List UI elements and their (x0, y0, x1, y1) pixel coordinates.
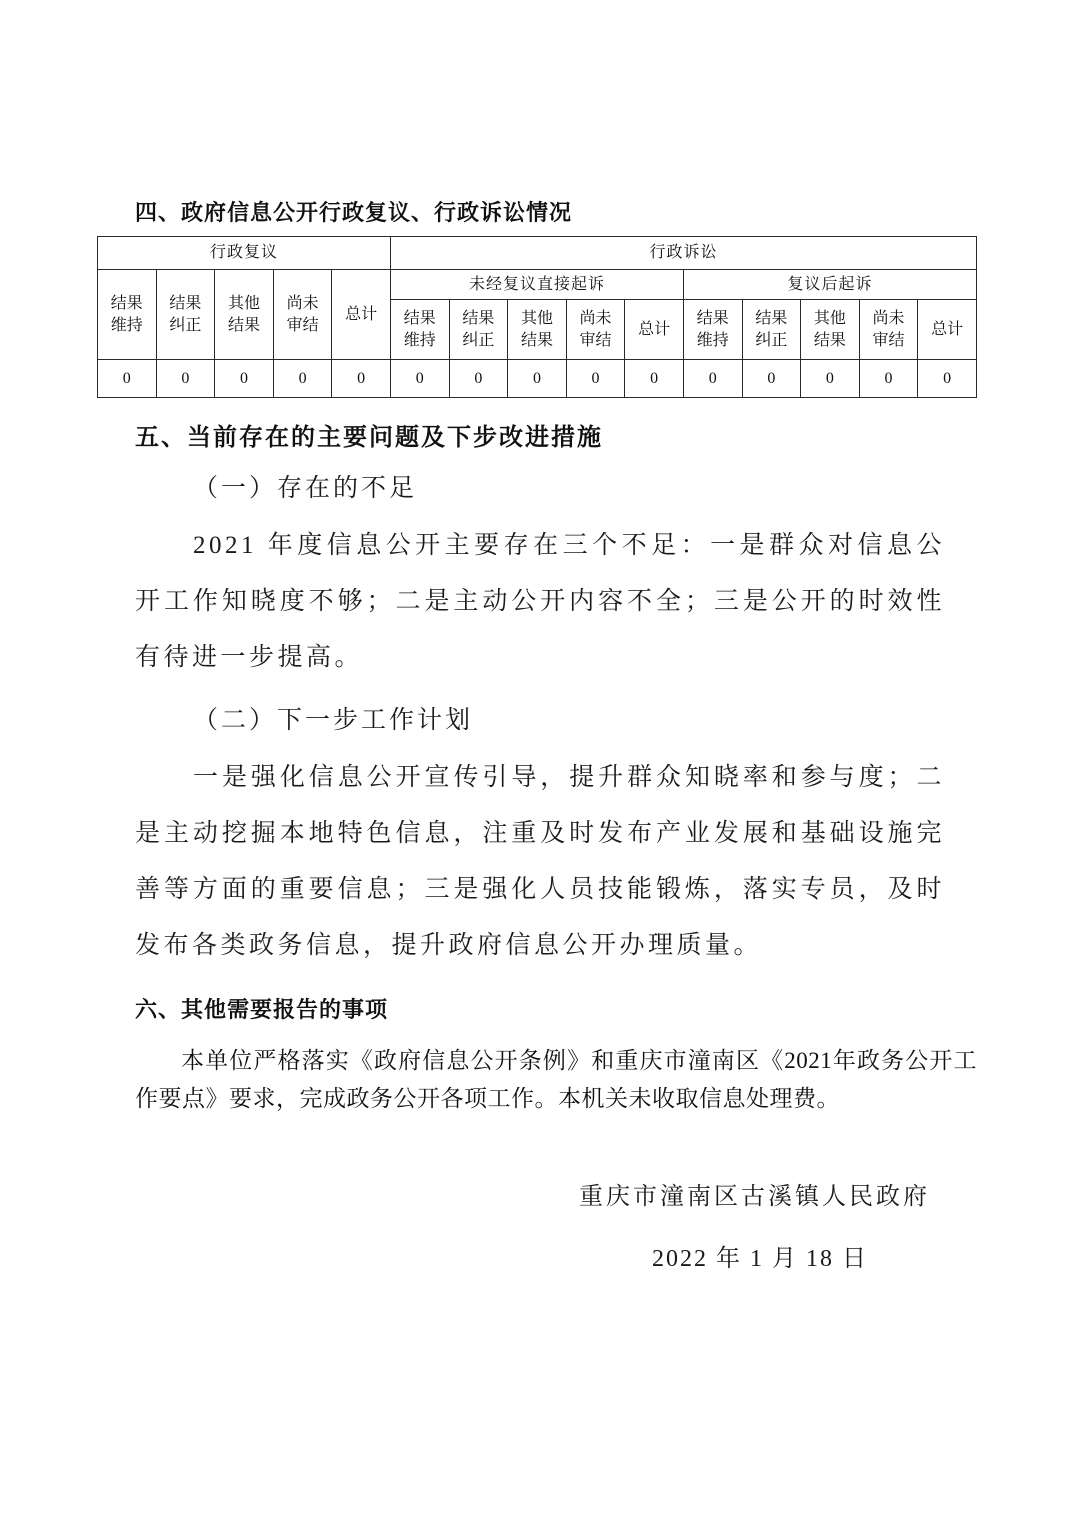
col-header-other-result: 其他结果 (508, 300, 567, 360)
table-value: 0 (332, 360, 391, 398)
group-header-administrative-litigation: 行政诉讼 (390, 237, 976, 270)
table-value: 0 (566, 360, 625, 398)
col-header-total: 总计 (625, 300, 684, 360)
section-5-paragraph-2: 一是强化信息公开宣传引导，提升群众知晓率和参与度；二是主动挖掘本地特色信息，注重及时发布产业发展和基础设施完善等方面的重要信息；三是强化人员技能锻炼，落实专员，及时发布各类政务信息，提升政府信息公开办理质量。 (135, 764, 945, 959)
section-5-heading: 五、当前存在的主要问题及下步改进措施 (135, 425, 603, 451)
table-value-row (98, 360, 977, 398)
group-header-administrative-review: 行政复议 (98, 237, 391, 270)
section-6-paragraph: 本单位严格落实《政府信息公开条例》和重庆市潼南区《2021年政务公开工作要点》要求，完成政务公开各项工作。本机关未收取信息处理费。 (135, 1048, 977, 1111)
subgroup-header-lawsuit-after-review: 复议后起诉 (683, 270, 976, 300)
section-5-subheading-1: （一）存在的不足 (193, 475, 418, 502)
table-value: 0 (508, 360, 567, 398)
section-5-paragraph-1: 2021 年度信息公开主要存在三个不足：一是群众对信息公开工作知晓度不够；二是主动公开内容不全；三是公开的时效性有待进一步提高。 (135, 532, 945, 671)
col-header-total: 总计 (918, 300, 977, 360)
col-header-result-corrected: 结果纠正 (449, 300, 508, 360)
col-header-result-upheld: 结果维持 (390, 300, 449, 360)
table-value: 0 (801, 360, 860, 398)
table-group-row (98, 237, 977, 270)
section-5-subheading-2: （二）下一步工作计划 (193, 707, 474, 734)
table-value: 0 (625, 360, 684, 398)
table-value: 0 (273, 360, 332, 398)
signature-organization: 重庆市潼南区古溪镇人民政府 (579, 1184, 930, 1210)
admin-review-litigation-table (97, 236, 977, 398)
table-value: 0 (449, 360, 508, 398)
table-value: 0 (859, 360, 918, 398)
table-subgroup-row (98, 270, 977, 300)
section-6-heading: 六、其他需要报告的事项 (135, 997, 389, 1022)
col-header-result-upheld: 结果维持 (98, 270, 157, 360)
signature-date: 2022 年 1 月 18 日 (652, 1246, 868, 1272)
col-header-pending: 尚未审结 (859, 300, 918, 360)
section-4-heading: 四、政府信息公开行政复议、行政诉讼情况 (135, 200, 573, 225)
col-header-pending: 尚未审结 (566, 300, 625, 360)
table-value: 0 (156, 360, 215, 398)
table-value: 0 (98, 360, 157, 398)
col-header-other-result: 其他结果 (215, 270, 274, 360)
col-header-result-upheld: 结果维持 (683, 300, 742, 360)
col-header-other-result: 其他结果 (801, 300, 860, 360)
table-value: 0 (918, 360, 977, 398)
table-value: 0 (390, 360, 449, 398)
table-value: 0 (742, 360, 801, 398)
col-header-pending: 尚未审结 (273, 270, 332, 360)
col-header-result-corrected: 结果纠正 (742, 300, 801, 360)
col-header-result-corrected: 结果纠正 (156, 270, 215, 360)
table-value: 0 (215, 360, 274, 398)
subgroup-header-direct-lawsuit: 未经复议直接起诉 (390, 270, 683, 300)
col-header-total: 总计 (332, 270, 391, 360)
table-value: 0 (683, 360, 742, 398)
